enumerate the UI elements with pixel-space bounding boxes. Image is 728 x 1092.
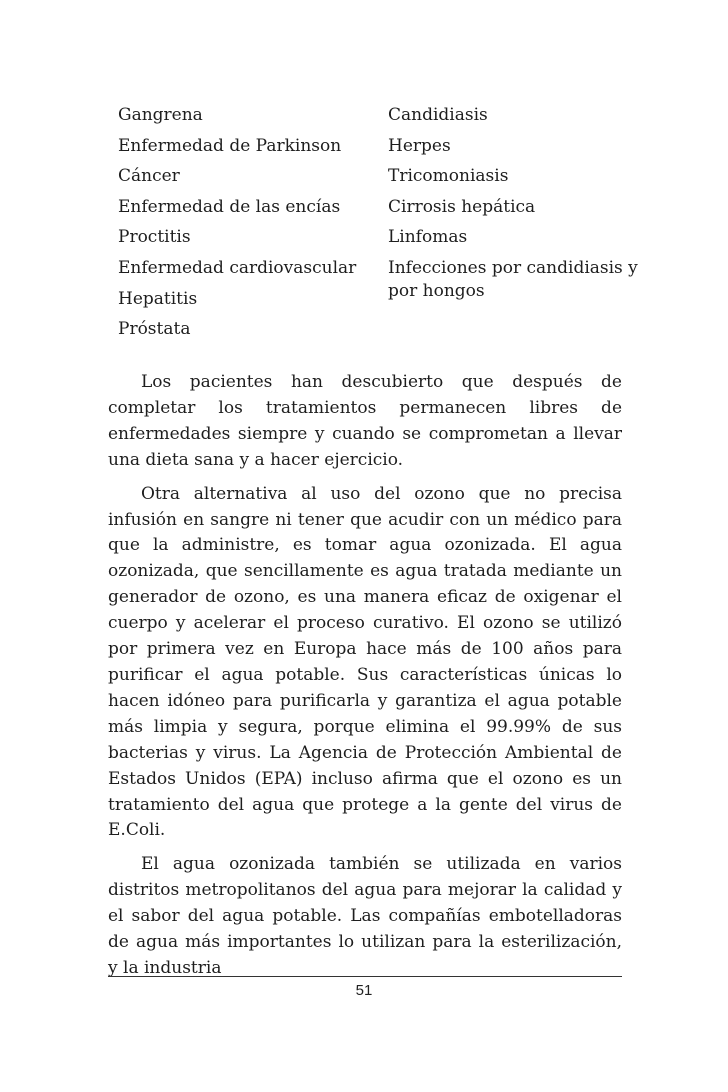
- list-item: Proctitis: [118, 227, 191, 248]
- list-item: Tricomoniasis: [388, 166, 509, 187]
- footer-divider: [108, 976, 622, 977]
- list-item: Herpes: [388, 135, 451, 156]
- paragraph: El agua ozonizada también se utilizada en varios distritos metropolitanos del agua para mejorar la calidad y el sabor del agua potable. Las compañías embotelladoras de agua más importantes lo utilizan para la esterilización, y la industria: [108, 854, 622, 978]
- paragraph: Otra alternativa al uso del ozono que no precisa infusión en sangre ni tener que acudir con un médico para que la administre, es tomar agua ozonizada. El agua ozonizada, que sencillamente es agua tratada mediante un generador de ozono, es una manera eficaz de oxigenar el cuerpo y acelerar el proceso curativo. El ozono se utilizó por primera vez en Europa hace más de 100 años para purificar el agua potable. Sus características únicas lo hacen idóneo para purificarla y garantiza el agua potable más limpia y segura, porque elimina el 99.99% de sus bacterias y virus. La Agencia de Protección Ambiental de Estados Unidos (EPA) incluso afirma que el ozono es un tratamiento del agua que protege a la gente del virus de E.Coli.: [108, 483, 622, 841]
- list-item: Hepatitis: [118, 288, 198, 309]
- disease-list-left-column: [118, 100, 378, 345]
- list-item: Linfomas: [388, 227, 468, 248]
- list-item: Candidiasis: [388, 105, 488, 125]
- list-item: Enfermedad de Parkinson: [118, 135, 342, 156]
- paragraph: Los pacientes han descubierto que después de completar los tratamientos permanecen libres de enfermedades siempre y cuando se comprometan a llevar una dieta sana y a hacer ejercicio.: [108, 372, 622, 470]
- body-text: [108, 370, 622, 990]
- list-item: Próstata: [118, 319, 191, 340]
- list-item: Cirrosis hepática: [388, 196, 536, 217]
- list-item: Cáncer: [118, 166, 180, 187]
- list-item: Infecciones por candidiasis y por hongos: [388, 257, 638, 301]
- disease-list-right-column: [388, 100, 648, 303]
- list-item: Enfermedad de las encías: [118, 196, 341, 217]
- list-item: Gangrena: [118, 105, 203, 125]
- page-number: 51: [355, 982, 373, 999]
- list-item: Enfermedad cardiovascular: [118, 257, 357, 278]
